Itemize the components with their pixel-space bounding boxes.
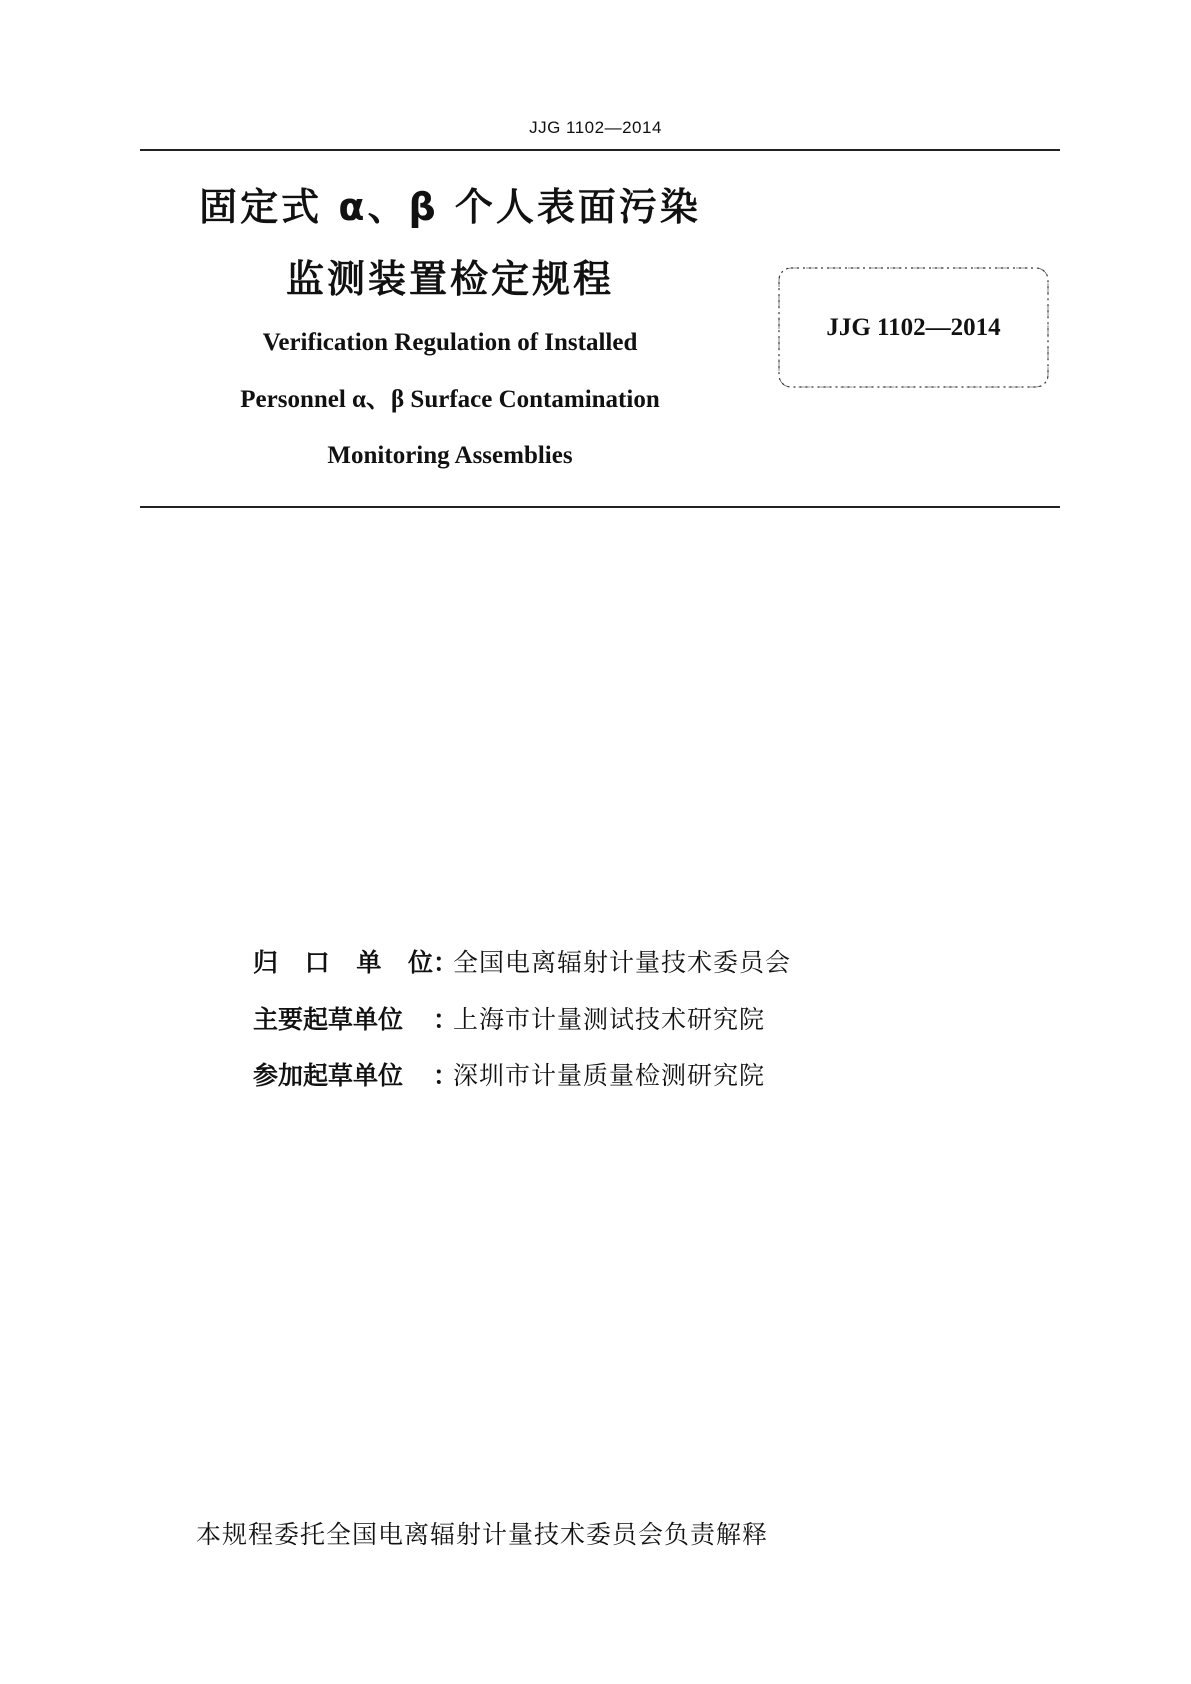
org-label-responsible: [253, 943, 433, 979]
org-value-responsible: 全国电离辐射计量技术委员会: [453, 948, 792, 977]
title-english-line-1: Verification Regulation of Installed: [262, 329, 638, 356]
org-value-main-drafter: 上海市计量测试技术研究院: [453, 1005, 766, 1034]
org-label-char: 位: [407, 948, 433, 977]
running-header-code: JJG 1102—2014: [529, 118, 662, 137]
top-rule: [140, 149, 1060, 151]
title-english-line-3: Monitoring Assemblies: [327, 442, 573, 469]
org-label-participating-drafter: [253, 1056, 433, 1092]
org-label-participating-drafter-text: 参加起草单位: [253, 1061, 404, 1090]
org-colon: ：: [433, 948, 459, 977]
org-colon: ：: [433, 1005, 459, 1034]
org-label-main-drafter-text: 主要起草单位: [253, 1005, 404, 1034]
org-label-char: 归: [253, 948, 279, 977]
title-english-line-2: Personnel α、β Surface Contamination: [240, 386, 660, 413]
org-label-char: 单: [356, 948, 382, 977]
org-row-participating-drafter: [253, 1057, 765, 1091]
org-label-main-drafter: [253, 1000, 433, 1036]
org-label-char: 口: [304, 948, 330, 977]
interpretation-note: 本规程委托全国电离辐射计量技术委员会负责解释: [196, 1520, 769, 1549]
org-value-participating-drafter: 深圳市计量质量检测研究院: [453, 1061, 766, 1090]
bottom-rule: [140, 506, 1060, 508]
org-colon: ：: [433, 1061, 459, 1090]
org-row-responsible: [253, 944, 791, 978]
title-chinese-line-2: 监测装置检定规程: [285, 257, 614, 301]
standard-code-box: [776, 265, 1051, 390]
org-label-responsible-text: [253, 943, 433, 979]
standard-code-text: JJG 1102—2014: [826, 314, 1001, 341]
org-row-main-drafter: [253, 1001, 765, 1035]
title-chinese-line-1: 固定式 α、β 个人表面污染: [199, 185, 701, 229]
